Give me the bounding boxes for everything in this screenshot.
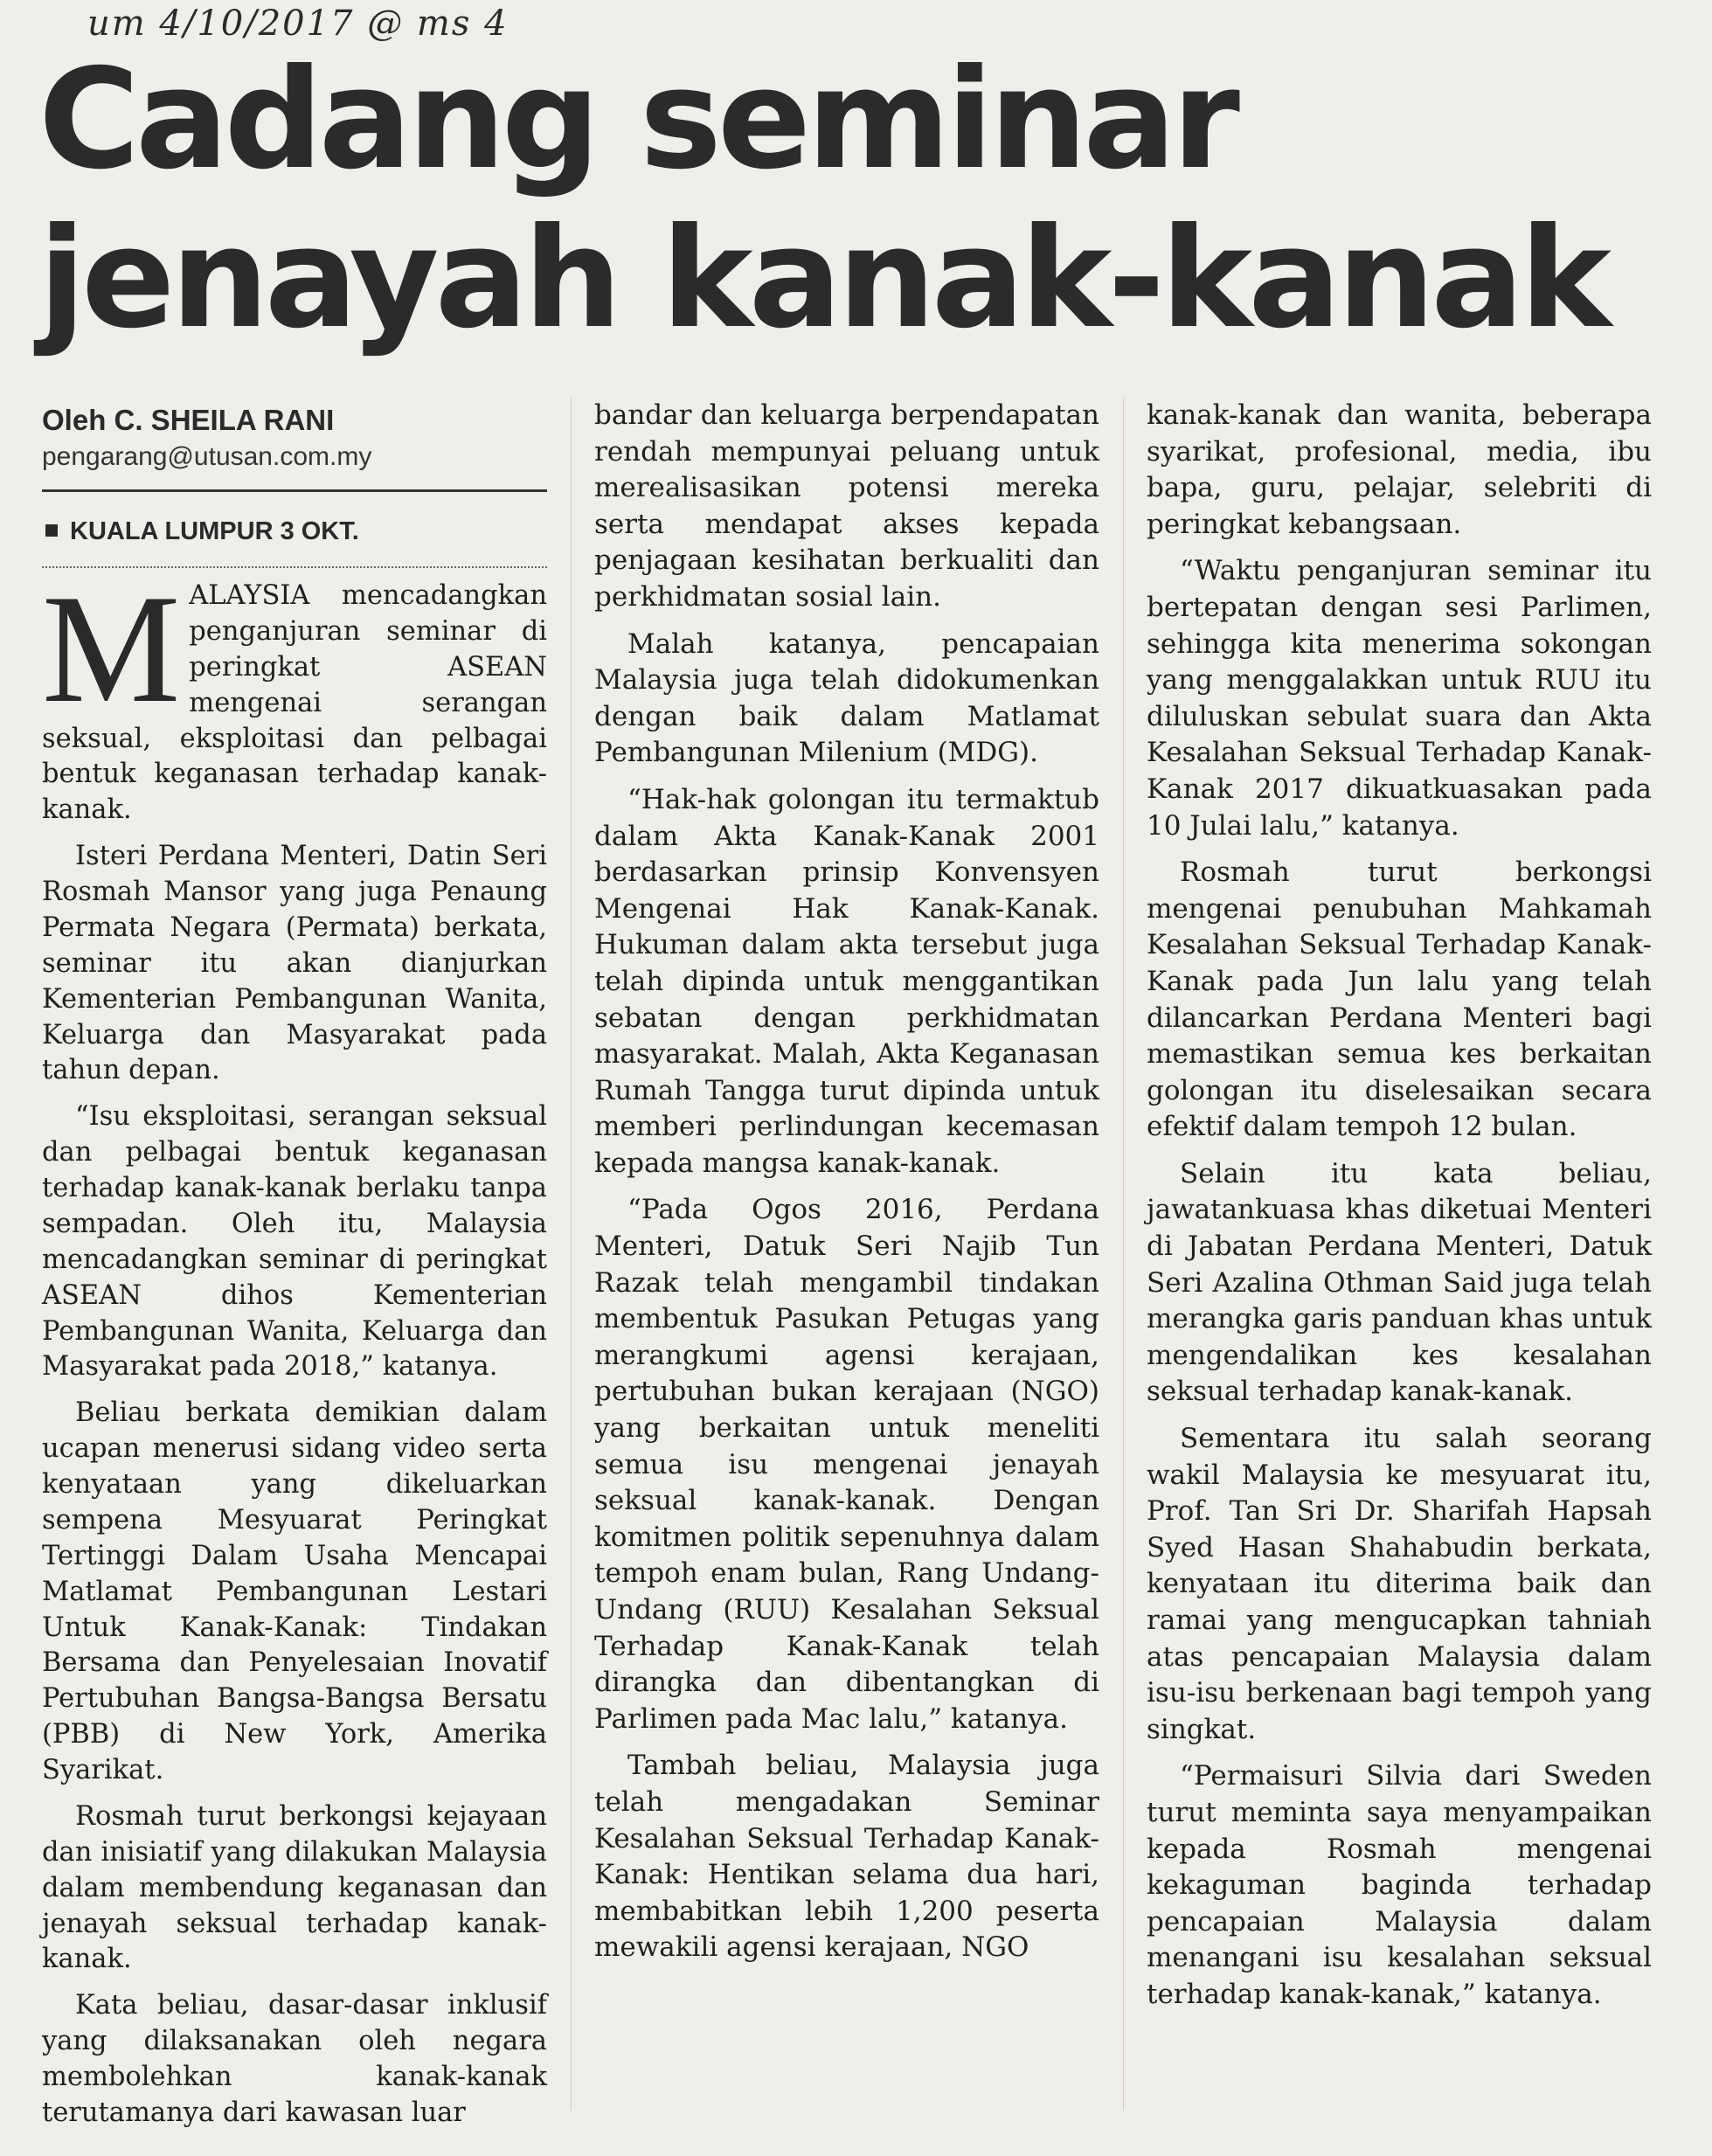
drop-cap: M [42, 562, 181, 735]
headline [38, 40, 1681, 358]
headline-line-2: jenayah kanak-kanak [38, 198, 1607, 359]
paragraph: Rosmah turut berkongsi kejayaan dan inisiatif yang dilakukan Malaysia dalam membendung keganasan dan jenayah seksual terhadap kanak-kanak. [42, 1800, 547, 1975]
paragraph-continued: bandar dan keluarga berpendapatan rendah mempunyai peluang untuk merealisasikan potensi mereka serta mendapat akses kepada penjagaan kesihatan berkualiti dan perkhidmatan sosial lain. [594, 399, 1099, 613]
paragraph: “Permaisuri Silvia dari Sweden turut meminta saya menyampaikan kepada Rosmah mengenai kekaguman baginda terhadap pencapaian Malaysia dalam menangani isu kesalahan seksual terhadap kanak-kanak,” katanya. [1147, 1760, 1652, 2010]
article-column-1 [42, 562, 547, 2142]
paragraph-continued: kanak-kanak dan wanita, beberapa syarikat, profesional, media, ibu bapa, guru, pelajar, selebriti di peringkat kebangsaan. [1147, 399, 1652, 540]
paragraph: Rosmah turut berkongsi mengenai penubuhan Mahkamah Kesalahan Seksual Terhadap Kanak-Kanak pada Jun lalu yang telah dilancarkan Perdana Menteri bagi memastikan semua kes berkaitan golongan itu diselesaikan secara efektif dalam tempoh 12 bulan. [1147, 856, 1652, 1143]
paragraph: “Hak-hak golongan itu termaktub dalam Akta Kanak-Kanak 2001 berdasarkan prinsip Konvensyen Mengenai Hak Kanak-Kanak. Hukuman dalam akta tersebut juga telah dipinda untuk menggantikan sebatan dengan perkhidmatan masyarakat. Malah, Akta Keganasan Rumah Tangga turut dipinda untuk memberi perlindungan kecemasan kepada mangsa kanak-kanak. [594, 783, 1099, 1179]
author-email: pengarang@utusan.com.my [42, 442, 372, 471]
paragraph: Tambah beliau, Malaysia juga telah mengadakan Seminar Kesalahan Seksual Terhadap Kanak-Kanak: Hentikan selama dua hari, membabitkan lebih 1,200 peserta mewakili agensi kerajaan, NGO [594, 1750, 1099, 1964]
byline [42, 404, 549, 472]
paragraph: Selain itu kata beliau, jawatankuasa khas diketuai Menteri di Jabatan Perdana Menteri, Datuk Seri Azalina Othman Said juga telah merangka garis panduan khas untuk mengendalikan kes kesalahan seksual terhadap kanak-kanak. [1147, 1157, 1652, 1408]
dateline [45, 517, 359, 546]
lead-text: ALAYSIA mencadangkan penganjuran seminar di peringkat ASEAN mengenai serangan seksual, eksploitasi dan pelbagai bentuk keganasan terhadap kanak-kanak. [42, 580, 547, 826]
paragraph: Sementara itu salah seorang wakil Malaysia ke mesyuarat itu, Prof. Tan Sri Dr. Sharifah Hapsah Syed Hasan Shahabudin berkata, kenyataan itu diterima baik dan ramai yang mengucapkan tahniah atas pencapaian Malaysia dalam isu-isu berkenaan bagi tempoh yang singkat. [1147, 1423, 1652, 1745]
column-divider [571, 398, 572, 2111]
lead-paragraph [42, 562, 547, 828]
handwritten-annotation: um 4/10/2017 @ ms 4 [87, 3, 509, 44]
paragraph: “Pada Ogos 2016, Perdana Menteri, Datuk Seri Najib Tun Razak telah mengambil tindakan membentuk Pasukan Petugas yang merangkumi agensi kerajaan, pertubuhan bukan kerajaan (NGO) yang berkaitan untuk meneliti semua isu mengenai jenayah seksual kanak-kanak. Dengan komitmen politik sepenuhnya dalam tempoh enam bulan, Rang Undang-Undang (RUU) Kesalahan Seksual Terhadap Kanak-Kanak telah dirangka dan dibentangkan di Parlimen pada Mac lalu,” katanya. [594, 1194, 1099, 1735]
paragraph: Kata beliau, dasar-dasar inklusif yang dilaksanakan oleh negara membolehkan kanak-kanak terutamanya dari kawasan luar [42, 1990, 547, 2128]
square-bullet-icon [45, 524, 58, 537]
paragraph: “Isu eksploitasi, serangan seksual dan pelbagai bentuk keganasan terhadap kanak-kanak berlaku tanpa sempadan. Oleh itu, Malaysia mencadangkan seminar di peringkat ASEAN dihos Kementerian Pembangunan Wanita, Keluarga dan Masyarakat pada 2018,” katanya. [42, 1101, 547, 1383]
headline-line-1: Cadang seminar [38, 39, 1236, 200]
paragraph: “Waktu penganjuran seminar itu bertepatan dengan sesi Parlimen, sehingga kita menerima sokongan yang menggalakkan untuk RUU itu diluluskan sebulat suara dan Akta Kesalahan Seksual Terhadap Kanak-Kanak 2017 dikuatkuasakan pada 10 Julai lalu,” katanya. [1147, 555, 1652, 842]
article-column-3 [1147, 398, 1652, 2024]
column-divider [1123, 398, 1124, 2111]
paragraph: Isteri Perdana Menteri, Datin Seri Rosmah Mansor yang juga Penaung Permata Negara (Permata) berkata, seminar itu akan dianjurkan Kementerian Pembangunan Wanita, Keluarga dan Masyarakat pada tahun depan. [42, 841, 547, 1086]
paragraph: Beliau berkata demikian dalam ucapan menerusi sidang video serta kenyataan yang dikeluarkan sempena Mesyuarat Peringkat Tertinggi Dalam Usaha Mencapai Matlamat Pembangunan Lestari Untuk Kanak-Kanak: Tindakan Bersama dan Penyelesaian Inovatif Pertubuhan Bangsa-Bangsa Bersatu (PBB) di New York, Amerika Syarikat. [42, 1397, 547, 1785]
byline-divider [42, 489, 547, 492]
dateline-text: KUALA LUMPUR 3 OKT. [70, 517, 359, 545]
paragraph: Malah katanya, pencapaian Malaysia juga telah didokumenkan dengan baik dalam Matlamat Pembangunan Milenium (MDG). [594, 627, 1099, 769]
article-column-2 [594, 398, 1099, 1977]
author-name: Oleh C. SHEILA RANI [42, 404, 335, 436]
